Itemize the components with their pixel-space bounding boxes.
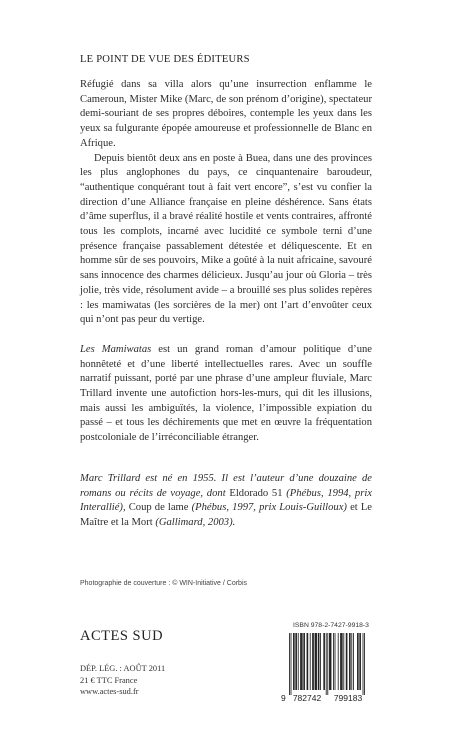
- blurb-paragraph-3: [80, 343, 372, 446]
- author-intro: Marc Trillard est né en 1955. Il est l’auteur d’une douzaine de romans ou récits de voyage, dont: [80, 473, 372, 499]
- barcode-bar: [333, 633, 334, 690]
- barcode-bar: [329, 633, 330, 690]
- barcode-bar: [359, 633, 360, 690]
- author-book-3: et Le Maître et la Mort: [80, 502, 373, 529]
- barcode-bar: [313, 633, 314, 690]
- barcode-bar: [293, 633, 294, 690]
- barcode-bar: [331, 633, 332, 690]
- barcode-bar: [302, 633, 303, 690]
- barcode-bar: [303, 633, 304, 690]
- blurb: [80, 78, 372, 446]
- barcode-bar: [301, 633, 302, 690]
- barcode-bar: [350, 633, 351, 690]
- legal-deposit: DÉP. LÉG. : AOÛT 2011: [80, 664, 166, 673]
- author-book-3-publisher: (Gallimard, 2003).: [152, 517, 236, 529]
- barcode-bar: [324, 633, 325, 690]
- barcode-bar: [326, 633, 327, 695]
- barcode-bar: [323, 633, 324, 690]
- barcode-bar: [295, 633, 296, 690]
- photo-credit: Photographie de couverture : © WIN-Initiative / Corbis: [80, 580, 248, 587]
- barcode-bar: [298, 633, 299, 690]
- barcode: [279, 633, 375, 703]
- author-book-2: Coup de lame: [128, 502, 189, 514]
- barcode-bar: [291, 633, 292, 695]
- legal-info: [80, 663, 165, 698]
- barcode-bar: [353, 633, 354, 690]
- barcode-bar: [349, 633, 350, 690]
- author-book-1-publisher: (Phébus, 1994, prix Interallié),: [80, 487, 372, 514]
- barcode-bar: [330, 633, 331, 690]
- price: 21 € TTC France: [80, 675, 138, 685]
- barcode-bar: [315, 633, 316, 690]
- barcode-bar: [335, 633, 336, 690]
- author-book-1: Eldorado 51: [229, 487, 283, 499]
- barcode-bar: [357, 633, 358, 690]
- barcode-bar: [343, 633, 344, 690]
- blurb-paragraph-2: Depuis bientôt deux ans en poste à Buea, dans une des provinces les plus anglophones du pays, ce cinquantenaire baroudeur, “authentique conquérant tout à fait vert encore”, s’est vu confier la direction d’une Alliance française en pleine déshérence. Sans états d’âme superflus, il a bravé réalité hostile et vents contraires, affronté tous les complots, incarné avec lucidité ce symbole terni d’une présence française passablement détestée et déliquescente. Et en homme sûr de ses pouvoirs, Mike a goûté à la nuit africaine, savouré sans innocence des charmes délicieux. Jusqu’au jour où Gloria – très jolie, très vide, résolument avide – a brouillé ses plus solides repères : les mamiwatas (les sorcières de la mer) ont l’art d’envoûter ceux qui n’ont pas peur du vertige.: [80, 152, 372, 326]
- barcode-bar: [360, 633, 361, 690]
- barcode-bar: [363, 633, 364, 695]
- website: www.actes-sud.fr: [80, 687, 139, 697]
- barcode-bar: [315, 633, 316, 690]
- barcode-bar: [296, 633, 297, 690]
- barcode-bar: [310, 633, 311, 690]
- barcode-bar: [364, 633, 365, 695]
- barcode-bar: [320, 633, 321, 690]
- barcode-bar: [351, 633, 352, 690]
- barcode-bar: [300, 633, 301, 690]
- barcode-graphic: [279, 633, 375, 703]
- author-note: [80, 472, 372, 531]
- barcode-bar: [319, 633, 320, 690]
- barcode-bar: [289, 633, 290, 695]
- barcode-bar: [358, 633, 359, 690]
- barcode-bar: [347, 633, 348, 690]
- barcode-bar: [294, 633, 295, 690]
- barcode-bar: [316, 633, 317, 690]
- barcode-bar: [318, 633, 319, 690]
- barcode-digits-left: 782742: [292, 693, 322, 703]
- section-heading: LE POINT DE VUE DES ÉDITEURS: [80, 54, 250, 65]
- barcode-bar: [307, 633, 308, 690]
- barcode-bar: [338, 633, 339, 690]
- author-book-2-publisher: (Phébus, 1997, prix Louis-Guilloux): [188, 502, 351, 514]
- isbn: ISBN 978-2-7427-9918-3: [293, 622, 369, 629]
- barcode-bar: [346, 633, 347, 690]
- barcode-digits-right: 799183: [333, 693, 363, 703]
- publisher-logo: ACTES SUD: [80, 628, 164, 644]
- barcode-bar: [304, 633, 305, 690]
- barcode-bar: [327, 633, 328, 695]
- blurb-paragraph-1: Réfugié dans sa villa alors qu’une insurrection enflamme le Cameroun, Mister Mike (Marc, de son prénom d’origine), spectateur demi-souriant de ses propres déboires, contemple les yeux dans les yeux sa fulgurante épopée amoureuse et professionnelle de Blanc en Afrique.: [80, 79, 372, 149]
- barcode-bar: [307, 633, 308, 690]
- book-title: Les Mamiwatas: [80, 343, 152, 355]
- barcode-digit-prefix: 9: [281, 693, 286, 703]
- barcode-bar: [342, 633, 343, 690]
- blurb-paragraph-3-text: est un grand roman d’amour politique d’une honnêteté et d’une liberté intellectuelles rares. Avec un souffle narratif puissant, porté par une phrase d’une ampleur fluviale, Marc Trillard invente une autofiction hors-les-murs, qui dit les illusions, mais aussi les ambiguïtés, la violence, l’impossible expiation du passé – et tous les déchirements que met en œuvre la fréquentation postcoloniale de l’irréconciliable étranger.: [80, 343, 372, 444]
- barcode-bar: [341, 633, 342, 690]
- barcode-bar: [340, 633, 341, 690]
- barcode-bar: [312, 633, 313, 690]
